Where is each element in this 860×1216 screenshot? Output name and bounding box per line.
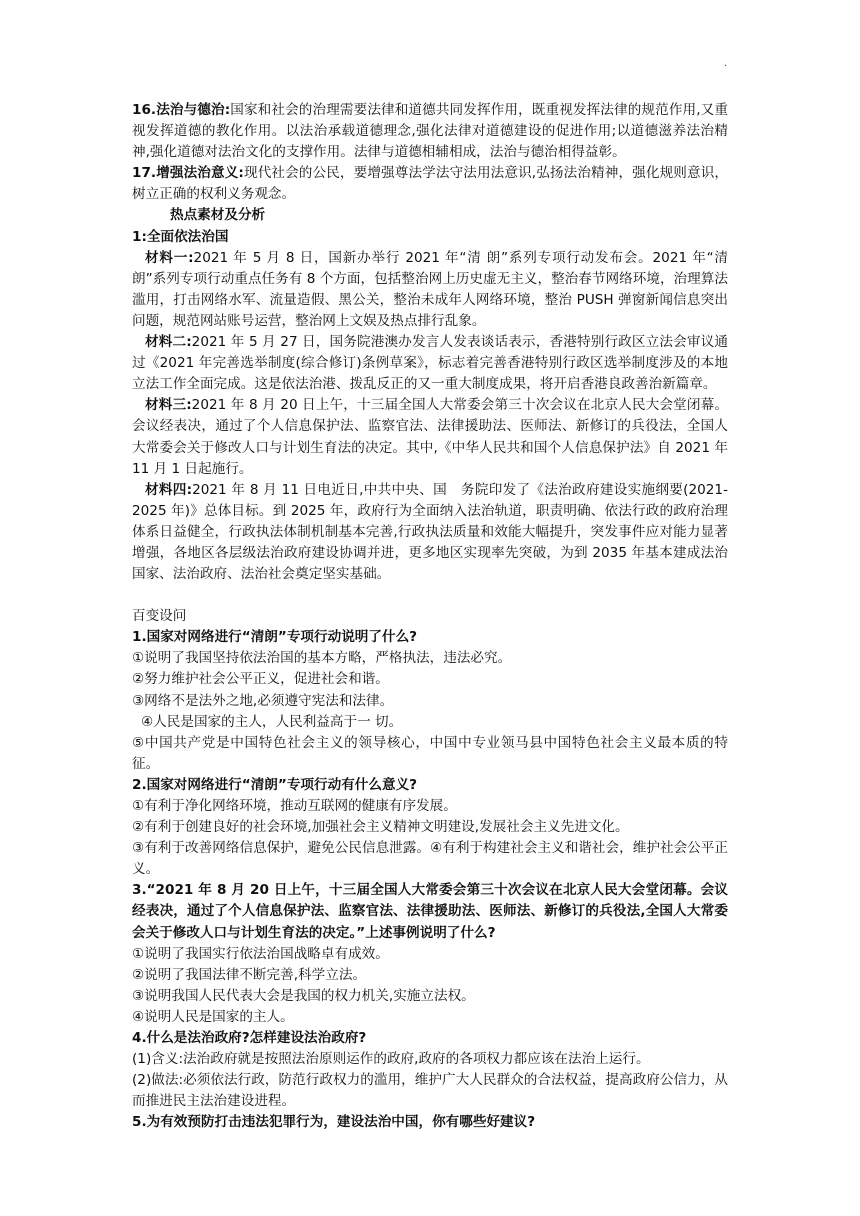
q4-answer-2 bbox=[132, 1070, 728, 1112]
question-4: 4.什么是法治政府?怎样建设法治政府? bbox=[132, 1030, 367, 1047]
material-2 bbox=[132, 332, 728, 395]
section-16 bbox=[132, 100, 728, 163]
q4-answer-1 bbox=[132, 1049, 728, 1070]
material-3 bbox=[132, 395, 728, 479]
material-4 bbox=[132, 480, 728, 585]
q3-answer-3: ③说明我国人民代表大会是我国的权力机关,实施立法权。 bbox=[132, 987, 475, 1004]
material-3-label: 材料三: bbox=[145, 397, 192, 414]
q4-answer-2-num: (2) bbox=[132, 1072, 152, 1089]
q1-answer-3: ③网络不是法外之地,必须遵守宪法和法律。 bbox=[132, 692, 394, 709]
material-2-text: 2021 年 5 月 27 日，国务院港澳办发言人发表谈话表示，香港特别行政区立法会审议通过《2021 年完善选举制度(综合修订)条例草案》，标志着完善香港特别行政区选举制度涉及的本地立法工作全面完成。这是依法治港、拨乱反正的又一重大制度成果，将开启香港良政善治新篇章。 bbox=[132, 334, 728, 393]
q4-answer-1-num: (1) bbox=[132, 1051, 152, 1068]
q3-answer-1: ①说明了我国实行依法治国战略卓有成效。 bbox=[132, 945, 389, 962]
question-2: 2.国家对网络进行“清朗”专项行动有什么意义? bbox=[132, 776, 418, 793]
q3-answer-4: ④说明人民是国家的主人。 bbox=[132, 1008, 294, 1025]
q1-answer-4: ④人民是国家的主人，人民利益高于一 切。 bbox=[141, 713, 403, 730]
header-dot: . bbox=[724, 58, 728, 69]
material-1-label: 材料一: bbox=[145, 249, 194, 266]
section-17 bbox=[132, 163, 728, 205]
material-1 bbox=[132, 248, 728, 332]
q2-answer-2: ②有利于创建良好的社会环境,加强社会主义精神文明建设,发展社会主义先进文化。 bbox=[132, 819, 629, 836]
material-4-text: 2021 年 8 月 11 日电近日,中共中央、国 务院印发了《法治政府建设实施纲要(2021-2025 年)》总体目标。到 2025 年，政府行为全面纳入法治轨道，职责明确、依法行政的政府治理体系日益健全，行政执法体制机制基本完善,行政执法质量和效能大幅提升，突发事件应对能力显著增强，各地区各层级法治政府建设协调并进，更多地区实现率先突破，为到 2035 年基本建成法治国家、法治政府、法治社会奠定坚实基础。 bbox=[132, 481, 728, 583]
q1-answer-1: ①说明了我国坚持依法治国的基本方略，严格执法，违法必究。 bbox=[132, 650, 512, 667]
material-3-text: 2021 年 8 月 20 日上午，十三届全国人大常委会第三十次会议在北京人民大会堂闭幕。会议经表决，通过了个人信息保护法、监察官法、法律援助法、医师法、新修订的兵役法，全国人大常委会关于修改人口与计划生育法的决定。其中,《中华人民共和国个人信息保护法》自 2021 年 11 月 1 日起施行。 bbox=[132, 397, 728, 477]
spacer bbox=[132, 585, 728, 606]
section-17-body: 现代社会的公民，要增强尊法学法守法用法意识,弘扬法治精神，强化规则意识，树立正确的权利义务观念。 bbox=[132, 165, 728, 203]
q2-answer-3: ③有利于改善网络信息保护，避免公民信息泄露。④有利于构建社会主义和谐社会，维护社会公平正义。 bbox=[132, 840, 728, 878]
q1-answer-5: ⑤中国共产党是中国特色社会主义的领导核心，中国中专业领马县中国特色社会主义最本质的特征。 bbox=[132, 734, 728, 772]
question-1: 1.国家对网络进行“清朗”专项行动说明了什么? bbox=[132, 629, 418, 646]
q4-answer-1-text: 含义:法治政府就是按照法治原则运作的政府,政府的各项权力都应该在法治上运行。 bbox=[151, 1051, 650, 1068]
section-16-body: 国家和社会的治理需要法律和道德共同发挥作用，既重视发挥法律的规范作用,又重视发挥道德的教化作用。以法治承载道德理念,强化法律对道德建设的促进作用;以道德滋养法治精神,强化道德对法治文化的支撑作用。法律与道德相辅相成，法治与德治相得益彰。 bbox=[132, 102, 728, 161]
hot-heading: 热点素材及分析 bbox=[170, 207, 266, 224]
question-3: 3.“2021 年 8 月 20 日上午，十三届全国人大常委会第三十次会议在北京人民大会堂闭幕。会议经表决，通过了个人信息保护法、监察官法、法律援助法、医师法、新修订的兵役法,全国人大常委会关于修改人口与计划生育法的决定。”上述事例说明了什么? bbox=[132, 882, 728, 941]
hot-topic: 1:全面依法治国 bbox=[132, 228, 229, 245]
section-17-title: 17.增强法治意义: bbox=[132, 165, 244, 182]
material-2-label: 材料二: bbox=[145, 334, 192, 351]
q2-answer-1: ①有利于净化网络环境，推动互联网的健康有序发展。 bbox=[132, 798, 457, 814]
material-1-text: 2021 年 5 月 8 日，国新办举行 2021 年“清 朗”系列专项行动发布会。2021 年“清朗”系列专项行动重点任务有 8 个方面，包括整治网上历史虚无主义，整治春节网络环境，治理算法滥用，打击网络水军、流量造假、黑公关，整治未成年人网络环境，整治 PUSH 弹窗新闻信息突出问题，规范网站账号运营，整治网上文娱及热点排行乱象。 bbox=[132, 249, 728, 329]
question-5: 5.为有效预防打击违法犯罪行为，建设法治中国，你有哪些好建议? bbox=[132, 1114, 536, 1131]
q4-answer-2-text: 做法:必须依法行政，防范行政权力的滥用，维护广大人民群众的合法权益，提高政府公信力，从而推进民主法治建设进程。 bbox=[132, 1072, 728, 1110]
variants-heading: 百变设问 bbox=[132, 608, 187, 625]
material-4-label: 材料四: bbox=[145, 481, 193, 498]
q3-answer-2: ②说明了我国法律不断完善,科学立法。 bbox=[132, 966, 367, 983]
section-16-title: 16.法治与德治: bbox=[132, 102, 231, 118]
q1-answer-2: ②努力维护社会公平正义，促进社会和谐。 bbox=[132, 671, 389, 688]
document-body bbox=[132, 100, 728, 1134]
